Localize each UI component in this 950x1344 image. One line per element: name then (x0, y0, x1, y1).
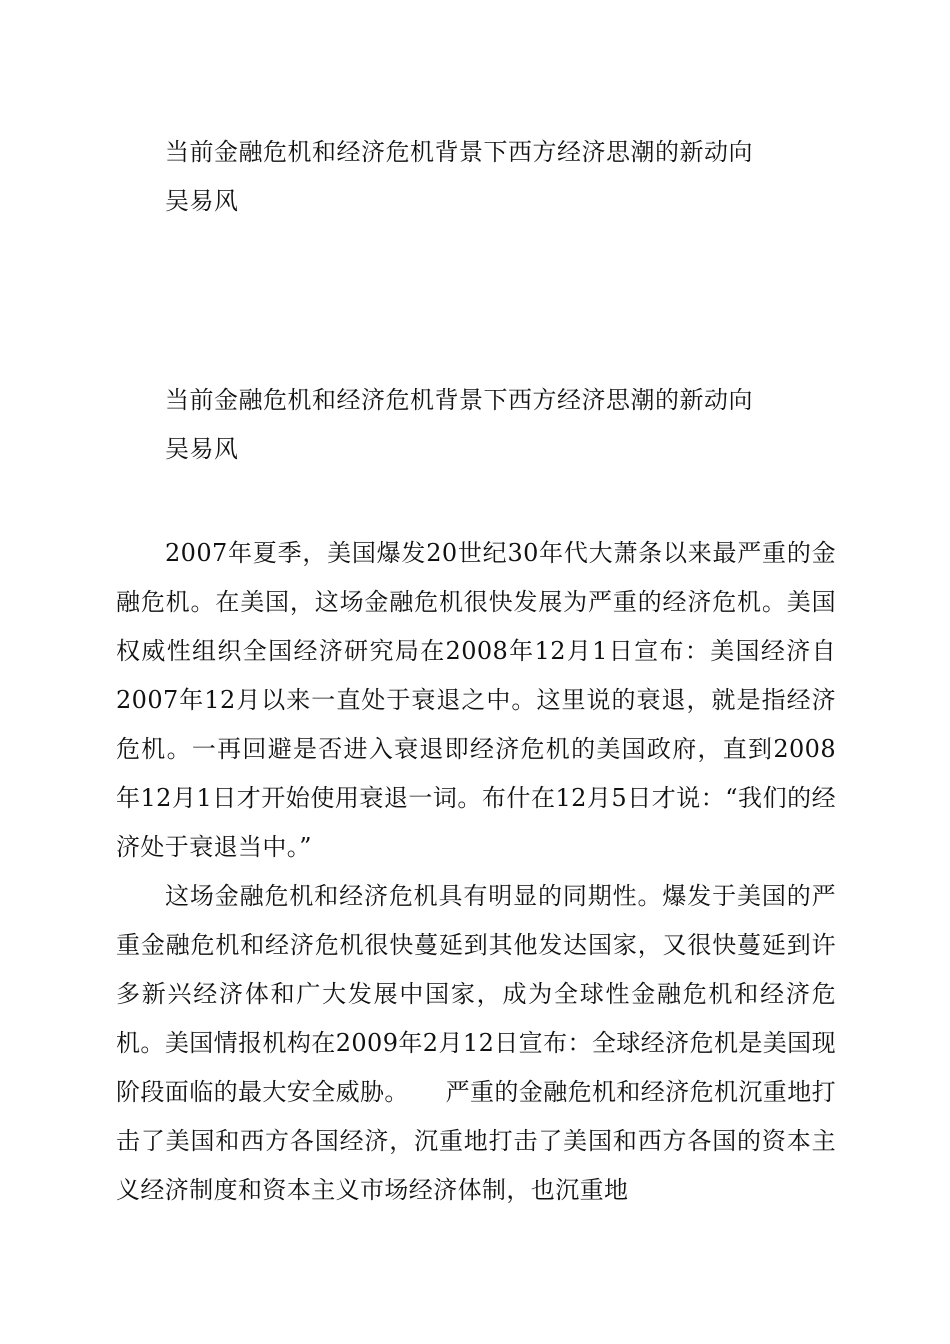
paragraph: 2007年夏季，美国爆发20世纪30年代大萧条以来最严重的金融危机。在美国，这场金融危机很快发展为严重的经济危机。美国权威性组织全国经济研究局在2008年12月1日宣布：美国经济自2007年12月以来一直处于衰退之中。这里说的衰退，就是指经济危机。一再回避是否进入衰退即经济危机的美国政府，直到2008年12月1日才开始使用衰退一词。布什在12月5日才说：“我们的经济处于衰退当中。” (116, 539, 836, 861)
document-title: 当前金融危机和经济危机背景下西方经济思潮的新动向 (165, 138, 753, 166)
paragraph: 这场金融危机和经济危机具有明显的同期性。爆发于美国的严重金融危机和经济危机很快蔓延到其他发达国家，又很快蔓延到许多新兴经济体和广大发展中国家，成为全球性金融危机和经济危机。美国情报机构在2009年2月12日宣布：全球经济危机是美国现阶段面临的最大安全威胁。 严重的金融危机和经济危机沉重地打击了美国和西方各国经济，沉重地打击了美国和西方各国的资本主义经济制度和资本主义市场经济体制，也沉重地 (116, 882, 836, 1204)
author-name: 吴易风 (165, 187, 239, 215)
author-name-repeat: 吴易风 (165, 435, 239, 463)
document-title-repeat: 当前金融危机和经济危机背景下西方经济思潮的新动向 (165, 386, 753, 414)
body-text (116, 529, 836, 1215)
